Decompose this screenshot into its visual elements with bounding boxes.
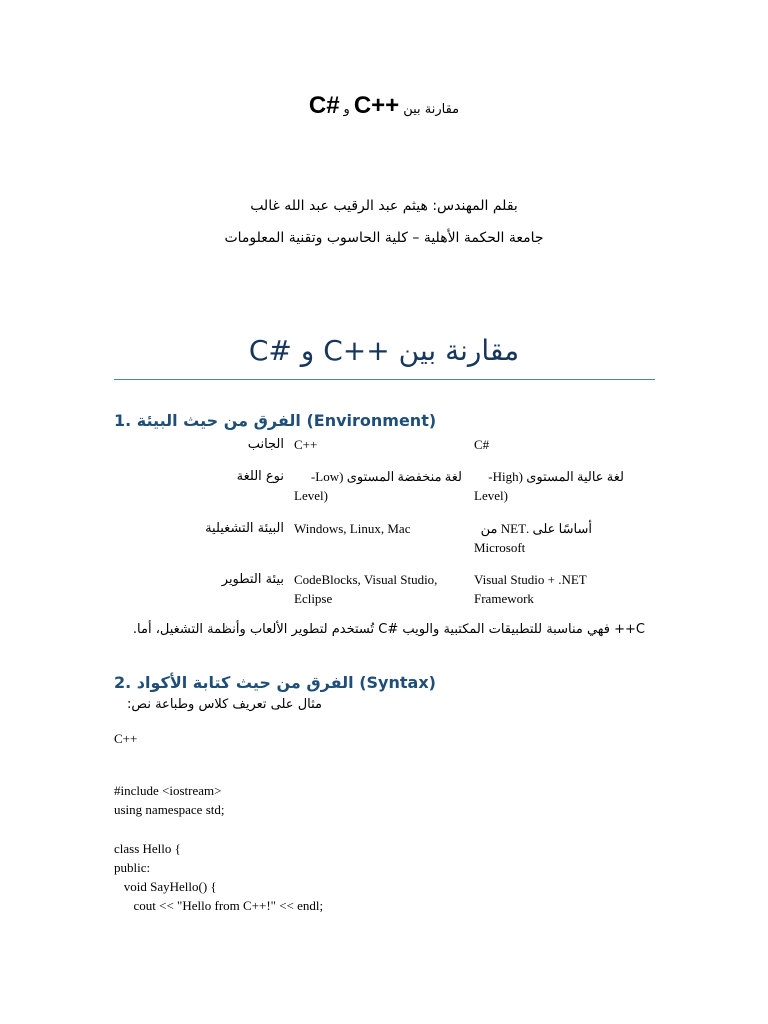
main-heading-csharp: C# <box>248 334 292 367</box>
table-row-2-cpp-line1: Windows, Linux, Mac <box>294 521 411 536</box>
document-title <box>0 92 768 120</box>
table-row-2-cpp <box>294 519 466 538</box>
main-heading-and: و <box>300 334 315 367</box>
table-row-2-csharp <box>474 519 644 557</box>
section-2-title-en: (Syntax) <box>359 673 436 692</box>
table-row-1-csharp-line1: لغة عالية المستوى (High- <box>488 469 624 484</box>
section-1-title-ar: الفرق من حيث البيئة <box>136 411 301 430</box>
title-arabic-prefix: مقارنة بين <box>403 102 460 117</box>
title-cpp: C++ <box>353 92 400 119</box>
code-line: cout << "Hello from C++!" << endl; <box>114 898 324 913</box>
code-line: class Hello { <box>114 841 181 856</box>
section-1-number: 1. <box>114 411 132 430</box>
main-heading-arabic-prefix: مقارنة بين <box>398 334 520 367</box>
author-line: بقلم المهندس: هيثم عبد الرقيب عبد الله غالب <box>250 198 518 214</box>
section-1-title-en: (Environment) <box>306 411 437 430</box>
table-header-aspect: الجانب <box>247 437 284 452</box>
title-and: و <box>343 102 350 117</box>
environment-note: C++ فهي مناسبة للتطبيقات المكتبية والويب #C تُستخدم لتطوير الألعاب وأنظمة التشغيل، أما. <box>132 622 645 637</box>
table-row-2-csharp-line1: أساسًا على .NET من <box>480 521 592 536</box>
table-row-2-aspect: البيئة التشغيلية <box>205 521 284 536</box>
section-1-heading <box>114 411 436 430</box>
table-row-3-cpp-line1: CodeBlocks, Visual Studio, <box>294 572 438 587</box>
table-row-1-csharp-line2: Level) <box>474 488 508 503</box>
table-row-3-csharp-line2: Framework <box>474 591 534 606</box>
code-line: public: <box>114 860 151 875</box>
table-row-3-csharp <box>474 570 644 608</box>
table-row-3-aspect: بيئة التطوير <box>221 572 284 587</box>
table-row-3-cpp-line2: Eclipse <box>294 591 333 606</box>
title-csharp: C# <box>308 92 340 119</box>
table-row-1-aspect: نوع اللغة <box>236 469 284 484</box>
table-row-1-cpp <box>294 467 466 505</box>
table-row-1-csharp <box>474 467 644 505</box>
table-row-2-csharp-line2: Microsoft <box>474 540 526 555</box>
table-row-3-csharp-line1: Visual Studio + .NET <box>474 572 587 587</box>
table-row-1-cpp-line2: Level) <box>294 488 328 503</box>
code-language-label: C++ <box>114 731 138 746</box>
code-line: using namespace std; <box>114 802 225 817</box>
table-header-cpp: C++ <box>294 437 318 452</box>
section-2-heading <box>114 673 436 692</box>
section-2-number: 2. <box>114 673 132 692</box>
university-line: جامعة الحكمة الأهلية – كلية الحاسوب وتقنية المعلومات <box>224 230 544 246</box>
main-heading <box>0 334 768 367</box>
heading-divider <box>114 379 655 380</box>
example-intro: مثال على تعريف كلاس وطباعة نص: <box>127 697 322 712</box>
code-line: void SayHello() { <box>114 879 217 894</box>
section-2-title-ar: الفرق من حيث كتابة الأكواد <box>136 673 354 692</box>
main-heading-cpp: C++ <box>323 334 390 367</box>
table-row-1-cpp-line1: لغة منخفضة المستوى (Low- <box>310 469 462 484</box>
code-line: #include <iostream> <box>114 783 222 798</box>
table-header-csharp: C# <box>474 437 490 452</box>
table-row-3-cpp <box>294 570 466 608</box>
